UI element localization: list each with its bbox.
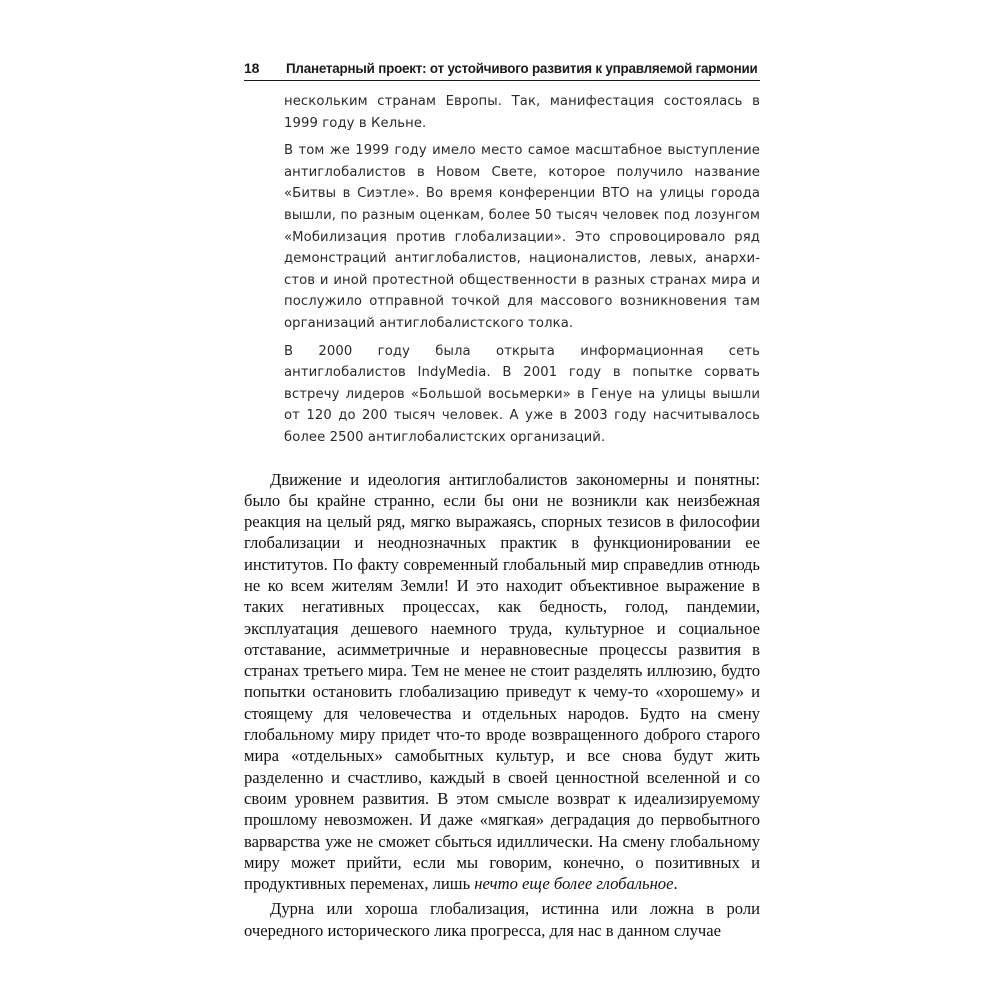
main-body-text (244, 469, 760, 942)
page-number: 18 (244, 60, 260, 76)
sidebar-inset-text (284, 91, 760, 449)
running-header (244, 60, 760, 81)
sidebar-paragraph: В 2000 году была открыта информационная сеть антиглобалистов IndyMedia. В 2001 году в попытке сорвать встречу лидеров «Большой восьмерки» в Генуе на улицы вышли от 120 до 200 тысяч человек. А уже в 2003 году насчитывалось более 2500 антиглобалистских организаций. (284, 343, 760, 445)
book-page (244, 60, 760, 945)
body-paragraph (244, 469, 760, 895)
body-emphasis: нечто еще более глобальное (474, 874, 674, 894)
body-paragraph-end: . (673, 874, 678, 894)
body-paragraph: Дурна или хороша глобализация, истинна или ложна в роли очередного исторического лика прогресса, для нас в данном случае (244, 899, 760, 940)
body-paragraph-text: Движение и идеология антиглобалистов закономерны и понятны: было бы крайне странно, если бы они не возникли как неизбежная реакция на целый ряд, мягко выражаясь, спорных тезисов в философии глобализации и неоднозначных практик в функционировании ее институтов. По факту современный глобальный мир справедлив отнюдь не ко всем жителям Земли! И это находит объективное выражение в таких негативных процессах, как бедность, голод, пандемии, эксплуатация дешевого наемного труда, культурное и социальное отставание, асимметричные и неравновесные процессы развития в странах третьего мира. Тем не менее не стоит разделять иллюзию, будто попытки остановить глобализацию приведут к чему-то «хорошему» и стоящему для человечества и отдельных народов. Будто на смену глобальному миру придет что-то вроде возвращенного доброго старого мира «отдельных» самобытных культур, и все снова будут жить разделенно и счастливо, каждый в своей ценностной вселенной и со своим уровнем развития. В этом смысле возврат к идеализируемому прошлому невозможен. И даже «мягкая» деградация до первобытного варварства уже не сможет сбыться идиллически. На смену глобальному миру может прийти, если мы говорим, конечно, о позитивных и продуктивных переменах, лишь (244, 469, 760, 894)
sidebar-paragraph: В том же 1999 году имело место самое масштабное выступление антиглобалистов в Новом Свете, которое получило название «Битвы в Сиэтле». Во время конференции ВТО на улицы города вышли, по разным оценкам, более 50 тысяч человек под лозунгом «Мобилизация против глобализации». Это спровоцировало ряд демонстраций антиглобалистов, националистов, левых, анархистов и иной протестной общественности в разных странах мира и послужило отправной точкой для массового возникновения там организаций антиглобалистского толка. (284, 143, 760, 331)
sidebar-paragraph: нескольким странам Европы. Так, манифестация состоялась в 1999 году в Кельне. (284, 94, 760, 131)
running-title: Планетарный проект: от устойчивого развития к управляемой гармонии (286, 61, 758, 76)
